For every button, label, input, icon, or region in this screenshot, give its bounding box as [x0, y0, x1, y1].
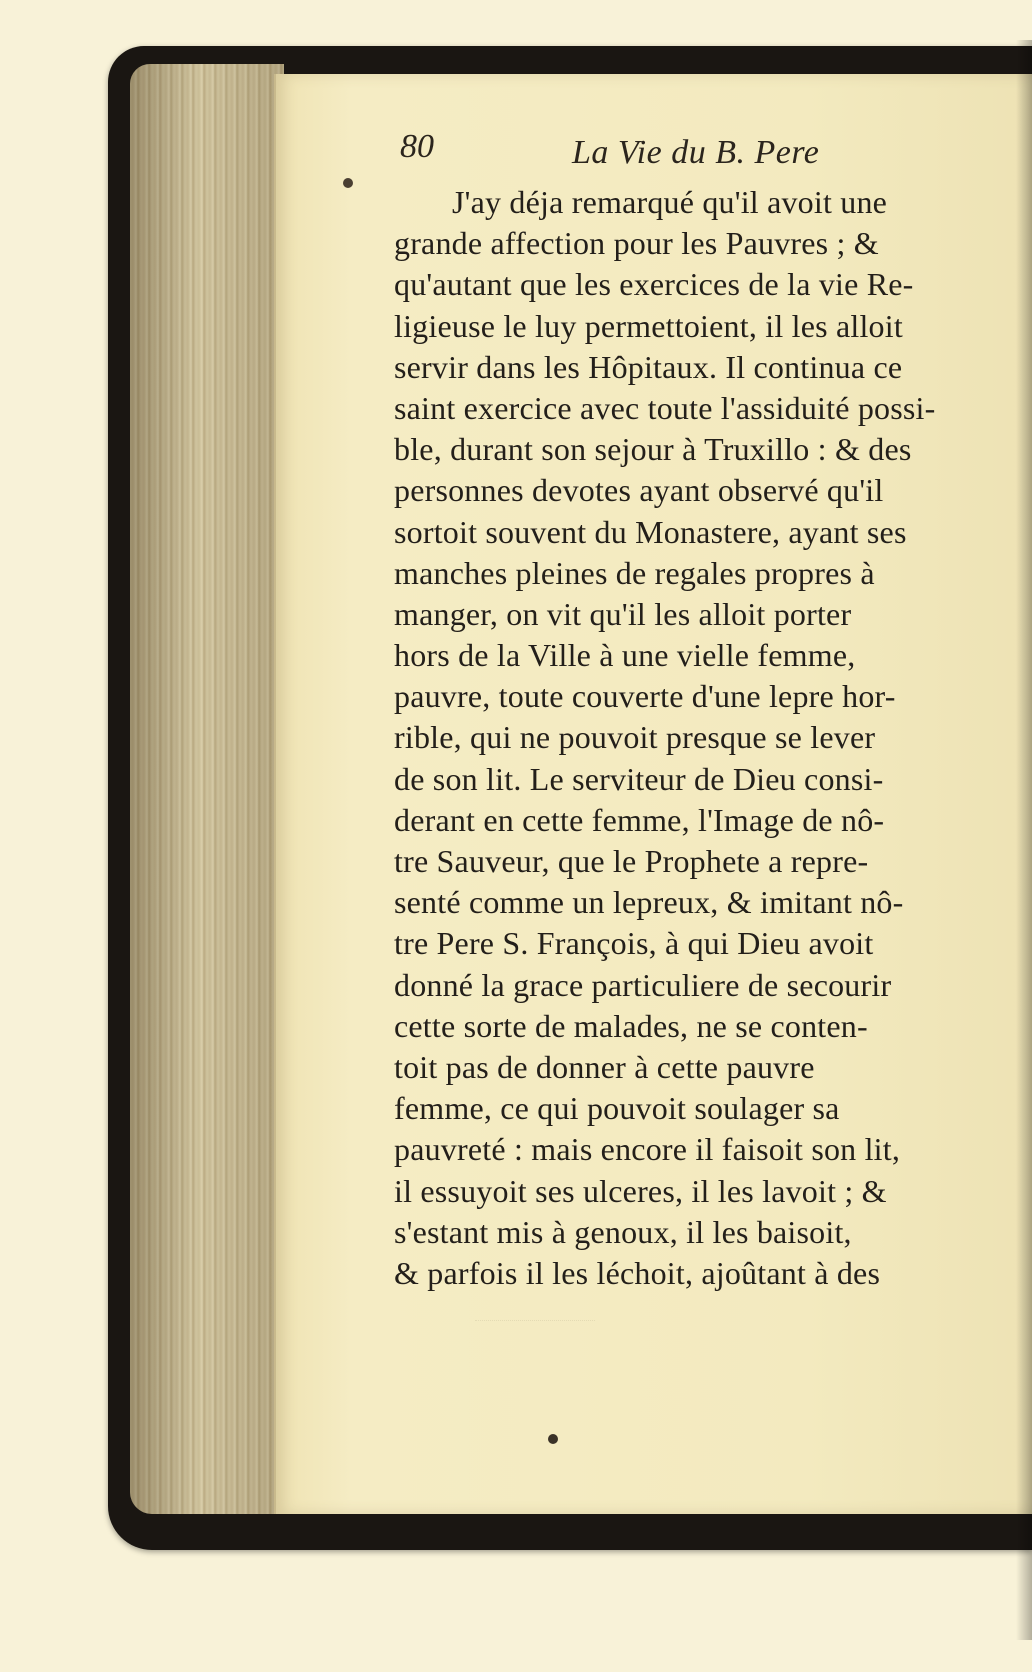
text-line: cette sorte de malades, ne se conten-: [394, 1007, 868, 1044]
text-line: sortoit souvent du Monastere, ayant ses: [394, 513, 907, 550]
text-line: tre Sauveur, que le Prophete a repre-: [394, 843, 869, 879]
text-line: manger, on vit qu'il les alloit porter: [394, 595, 852, 632]
text-line: senté comme un lepreux, & imitant nô-: [394, 884, 904, 921]
text-line: femme, ce qui pouvoit soulager sa: [394, 1090, 840, 1127]
page-shadow: [1016, 40, 1032, 1640]
text-line: servir dans les Hôpitaux. Il continua ce: [394, 348, 903, 385]
text-line: de son lit. Le serviteur de Dieu consi-: [394, 760, 884, 797]
text-line: J'ay déja remarqué qu'il avoit une: [452, 184, 888, 220]
text-line: qu'autant que les exercices de la vie Re-: [394, 266, 914, 303]
text-line: tre Pere S. François, à qui Dieu avoit: [394, 925, 874, 962]
text-line: rible, qui ne pouvoit presque se lever: [394, 719, 876, 756]
text-line: & parfois il les léchoit, ajoûtant à des: [394, 1254, 881, 1291]
body-text: [394, 182, 1014, 1294]
text-line: pauvre, toute couverte d'une lepre hor-: [394, 678, 896, 715]
ink-mark: [548, 1434, 558, 1444]
text-line: hors de la Ville à une vielle femme,: [394, 637, 856, 674]
faint-impression: [475, 1320, 595, 1339]
text-line: il essuyoit ses ulceres, il les lavoit ; &: [394, 1172, 887, 1209]
ink-mark: [343, 178, 353, 188]
text-line: saint exercice avec toute l'assiduité possi-: [394, 389, 936, 426]
text-line: ble, durant son sejour à Truxillo : & des: [394, 431, 912, 468]
text-line: derant en cette femme, l'Image de nô-: [394, 801, 885, 838]
page-number: 80: [400, 128, 434, 165]
text-line: pauvreté : mais encore il faisoit son lit,: [394, 1131, 901, 1168]
text-line: manches pleines de regales propres à: [394, 554, 875, 591]
text-line: donné la grace particuliere de secourir: [394, 966, 892, 1003]
running-header: La Vie du B. Pere: [572, 134, 820, 171]
page-edges: [130, 64, 284, 1514]
text-line: grande affection pour les Pauvres ; &: [394, 225, 879, 262]
text-line: ligieuse le luy permettoient, il les alloit: [394, 307, 903, 344]
text-line: personnes devotes ayant observé qu'il: [394, 472, 884, 509]
text-line: toit pas de donner à cette pauvre: [394, 1048, 815, 1085]
text-line: s'estant mis à genoux, il les baisoit,: [394, 1213, 852, 1250]
